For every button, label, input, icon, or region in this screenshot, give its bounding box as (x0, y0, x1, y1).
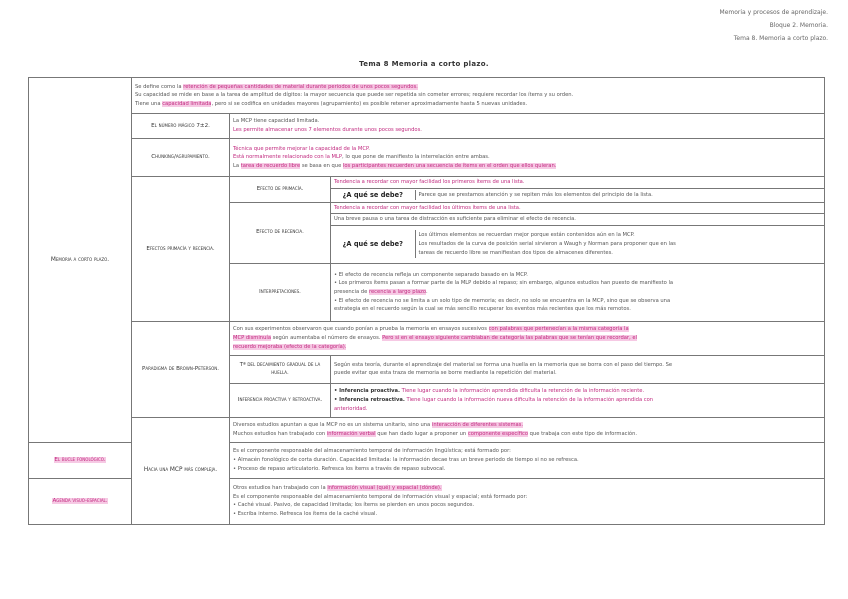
primacy-answer: Parece que se prestamos atención y se repiten más los elementos del principio de la lista. (418, 191, 653, 198)
interference-label: Inferencia proactiva y retroactiva. (230, 383, 331, 417)
section-complex-mcp: Hacia una MCP más compleja. (132, 417, 230, 524)
header-topic: Tema 8. Memoria a corto plazo. (733, 35, 828, 42)
chunking-label: Chunking/agrupamiento. (132, 139, 230, 177)
interpretations-label: Interpretaciones. (230, 263, 331, 321)
visuospatial-sketchpad-label: Agenda visuo-espacial. (29, 478, 132, 524)
phonological-loop-label: El bucle fonológico. (29, 442, 132, 478)
chunking-content: Técnica que permite mejorar la capacidad de la MCP. Está normalmente relacionado con la MLP, lo que pone de manifiesto la interrelación entre ambas. La tarea de recuerdo libre se basa en que los participantes recuerden una secuencia de ítems en el orden que ellos quieran. (230, 139, 825, 177)
phonological-loop-content: Es el componente responsable del almacenamiento temporal de información lingüística; está formado por: • Almacén fonológico de corta duración. Capacidad limitada: la información decae tras un breve periodo de tiempo si no se refresca. • Proceso de repaso articulatorio. Refresca los ítems a través de repaso subvocal. (230, 442, 825, 478)
interference-content: • Inferencia proactiva. Tiene lugar cuando la información aprendida dificulta la retención de la información reciente. • Inferencia retroactiva. Tiene lugar cuando la información nueva dificulta la retención de la información aprendida con anterioridad. (331, 383, 825, 417)
visuospatial-sketchpad-content: Otros estudios han trabajado con la información visual (qué) y espacial (dónde). Es el componente responsable del almacenamiento temporal de información visual y espacial; está formado por: • Caché visual. Pasivo, de capacidad limitada; los ítems se pierden en unos pocos segundos. • Escriba interno. Refresca los ítems de la caché visual. (230, 478, 825, 524)
magic-number-label: El número mágico 7±2. (132, 114, 230, 139)
recency-definition: Tendencia a recordar con mayor facilidad los últimos ítems de una lista. (331, 202, 825, 214)
header-block: Bloque 2. Memoria. (769, 22, 828, 29)
header-course: Memoria y procesos de aprendizaje. (719, 9, 828, 16)
recency-question-row (331, 225, 825, 263)
page-title: Tema 8 Memoria a corto plazo. (359, 60, 489, 68)
decay-theory-label: Tª del decaimiento gradual de la huella. (230, 355, 331, 383)
recency-question: ¿A qué se debe? (331, 230, 415, 258)
page-header (720, 6, 828, 45)
brown-peterson-content: Con sus experimentos observaron que cuando ponían a prueba la memoria en ensayos sucesivos con palabras que pertenecían a la misma categoría la MCP disminuía según aumentaba el número de ensayos. Pero si en el ensayo siguiente cambiaban de categoría las palabras que se tenían que recordar, el recuerdo mejoraba (efecto de la categoría). (230, 321, 825, 355)
mcp-intro: Se define como la retención de pequeñas cantidades de material durante periodos de unos pocos segundos. Su capacidad se mide en base a la tarea de amplitud de dígitos: la mayor secuencia que puede ser repetida sin cometer errores; requiere recordar los ítems y su orden. Tiene una capacidad limitada, pero si se codifica en unidades mayores (agrupamiento) es posible retener aproximadamente hasta 5 nuevas unidades. (132, 78, 825, 114)
magic-number-content: La MCP tiene capacidad limitada. Les permite almacenar unos 7 elementos durante unos pocos segundos. (230, 114, 825, 139)
primacy-label: Efecto de primacía. (230, 177, 331, 203)
recency-label: Efecto de recencia. (230, 202, 331, 263)
recency-distraction: Una breve pausa o una tarea de distracción es suficiente para eliminar el efecto de recencia. (331, 214, 825, 226)
section-mcp: Memoria a corto plazo. (29, 78, 132, 443)
interpretations-content: • El efecto de recencia refleja un componente separado basado en la MCP. • Los primeros ítems pasan a formar parte de la MLP debido al repaso; sin embargo, algunos estudios han puesto de manifiesto la presencia de recencia a largo plazo. • El efecto de recencia no se limita a un solo tipo de memoria; es decir, no solo se encuentra en la MCP, sino que se observa una estrategia en el recuerdo según la cual se más sencillo recuperar los eventos más recientes que los más remotos. (331, 263, 825, 321)
primacy-question-row (331, 188, 825, 202)
complex-intro: Diversos estudios apuntan a que la MCP no es un sistema unitario, sino una interacción de diferentes sistemas. Muchos estudios han trabajado con información verbal que han dado lugar a proponer un componente específico que trabaja con este tipo de información. (230, 417, 825, 442)
recency-answer: Los últimos elementos se recuerdan mejor porque están contenidos aún en la MCP. Los resultados de la curva de posición serial sirvieron a Waugh y Norman para proponer que en las tareas de recuerdo libre se manifiestan dos tipos de almacenes diferentes. (418, 232, 676, 256)
primacy-definition: Tendencia a recordar con mayor facilidad los primeros ítems de una lista. (331, 177, 825, 189)
primacy-question: ¿A qué se debe? (331, 190, 415, 201)
summary-table (28, 77, 825, 525)
decay-theory-content: Según esta teoría, durante el aprendizaje del material se forma una huella en la memoria que se borra con el paso del tiempo. Se puede evitar que esta traza de memoria se borre mediante la repetición del material. (331, 355, 825, 383)
effects-label: Efectos primacía y recencia. (132, 177, 230, 322)
brown-peterson-label: Paradigma de Brown-Peterson. (132, 321, 230, 417)
